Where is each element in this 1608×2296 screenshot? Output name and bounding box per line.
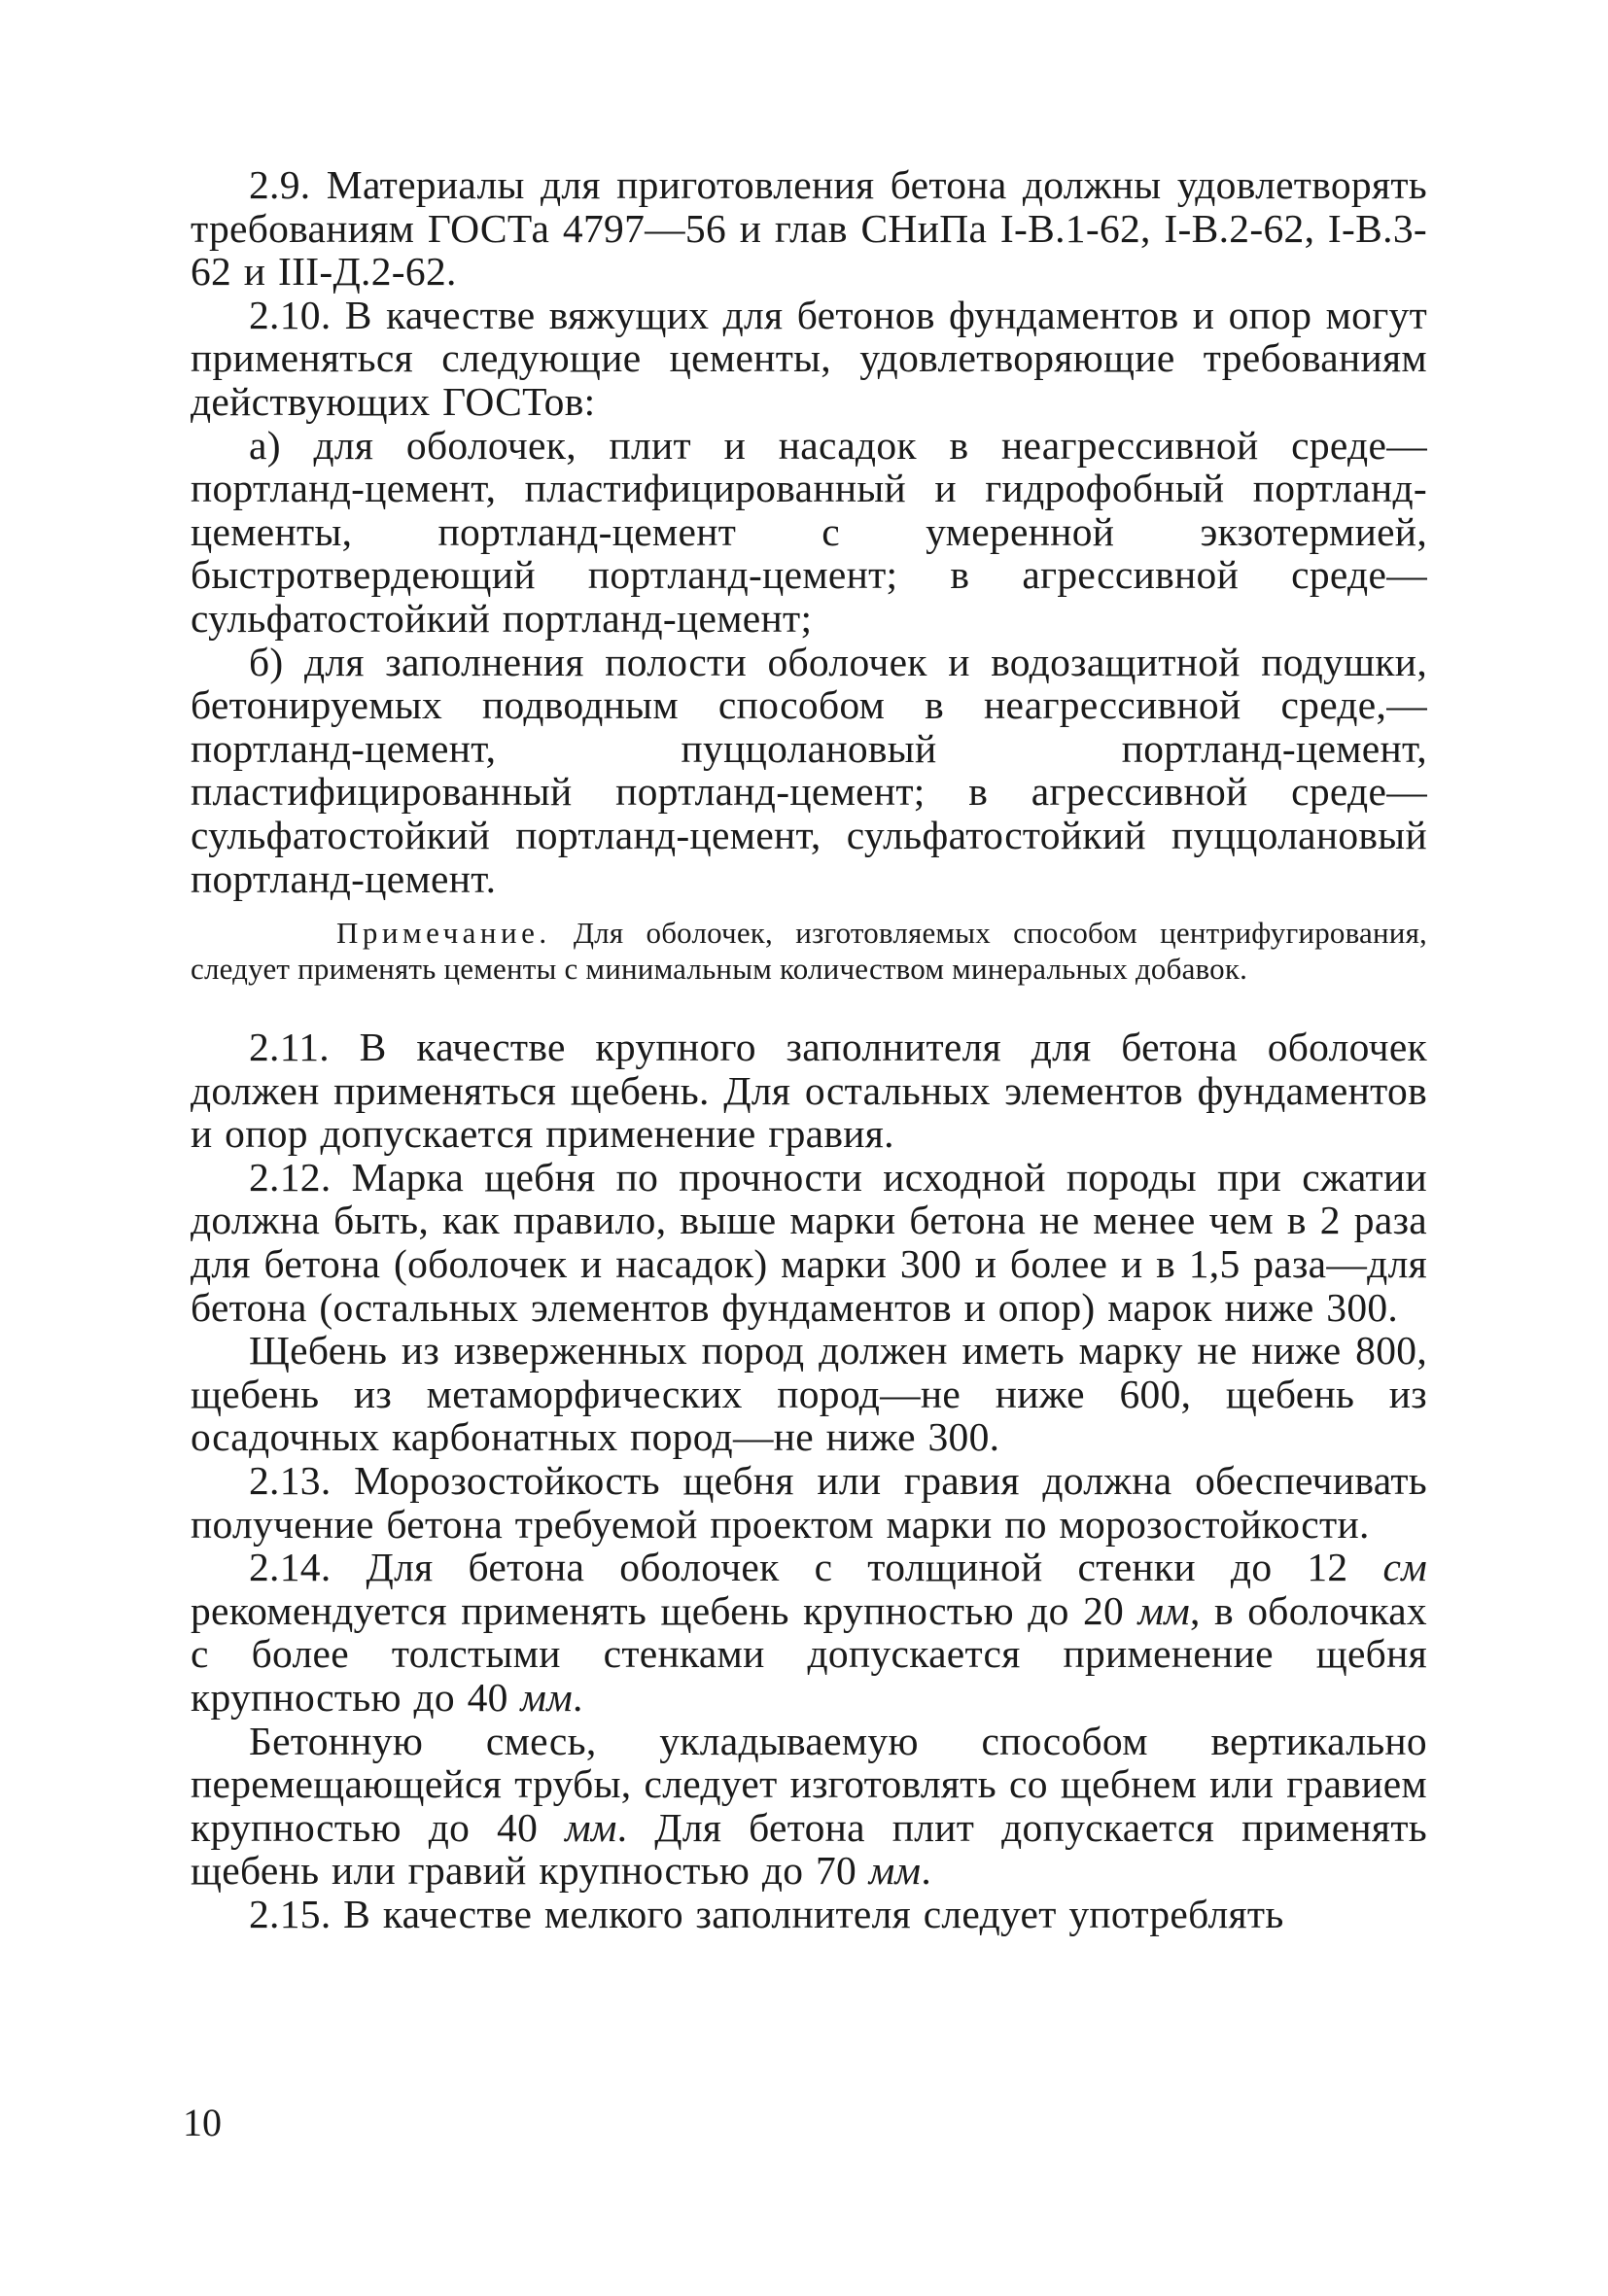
unit-mm: мм xyxy=(520,1675,573,1720)
text-fragment: рекомендуется применять щебень крупностью до 20 xyxy=(191,1587,1138,1633)
page-number: 10 xyxy=(183,2101,222,2144)
paragraph-2-15: 2.15. В качестве мелкого заполнителя следует употреблять xyxy=(249,1891,1284,1936)
note-label: Примечание. xyxy=(336,916,551,951)
paragraph-2-13: 2.13. Морозостойкость щебня или гравия должна обеспечивать получение бетона требуемой проектом марки по морозостойкости. xyxy=(191,1458,1427,1547)
text-fragment: . xyxy=(921,1848,932,1894)
unit-mm: мм xyxy=(1137,1587,1191,1633)
paragraph-2-14-concrete-mix xyxy=(191,1720,1427,1893)
text-fragment: . Для бетона плит допускается применять щебень или гравий крупностью до 70 xyxy=(191,1804,1427,1894)
text-fragment: Бетонную смесь, укладываемую способом вертикально перемещающейся трубы, следует изготовлять со щебнем или гравием крупностью до 40 xyxy=(191,1718,1427,1850)
text-fragment: , в оболочках с более толстыми стенками допускается применение щебня крупностью до 40 xyxy=(191,1587,1427,1720)
paragraph-2-12-crushed-stone: Щебень из изверженных пород должен иметь марку не ниже 800, щебень из метаморфических пород—не ниже 600, щебень из осадочных карбонатных пород—не ниже 300. xyxy=(191,1328,1427,1460)
paragraph-2-11: 2.11. В качестве крупного заполнителя для бетона оболочек должен применяться щебень. Для остальных элементов фундаментов и опор допускается применение гравия. xyxy=(191,1025,1427,1157)
note-text: Для оболочек, изготовляемых способом центрифугирования, следует применять цементы с минимальным количеством минеральных добавок. xyxy=(191,916,1427,986)
note xyxy=(191,916,1427,987)
text-fragment: 2.14. Для бетона оболочек с толщиной стенки до 12 xyxy=(249,1545,1383,1590)
unit-mm: мм xyxy=(868,1848,922,1894)
unit-cm: см xyxy=(1382,1545,1427,1590)
paragraph-2-12: 2.12. Марка щебня по прочности исходной породы при сжатии должна быть, как правило, выше марки бетона не менее чем в 2 раза для бетона (оболочек и насадок) марки 300 и более и в 1,5 раза—для бетона (остальных элементов фундаментов и опор) марок ниже 300. xyxy=(191,1154,1427,1330)
paragraph-2-10-a: а) для оболочек, плит и насадок в неагрессивной среде—портланд-цемент, пластифицированный и гидрофобный портланд-цементы, портланд-цемент с умеренной экзотермией, быстротвердеющий портланд-цемент; в агрессивной среде—сульфатостойкий портланд-цемент; xyxy=(191,422,1427,641)
text-fragment: . xyxy=(572,1675,583,1720)
paragraph-2-14 xyxy=(191,1546,1427,1719)
paragraph-2-9: 2.9. Материалы для приготовления бетона должны удовлетворять требованиям ГОСТа 4797—56 и глав СНиПа I-В.1-62, I-В.2-62, I-В.3-62 и III-Д.2-62. xyxy=(191,162,1427,295)
paragraph-2-10-b: б) для заполнения полости оболочек и водозащитной подушки, бетонируемых подводным способом в неагрессивной среде,—портланд-цемент, пуццолановый портланд-цемент, пластифицированный портланд-цемент; в агрессивной среде—сульфатостойкий портланд-цемент, сульфатостойкий пуццолановый портланд-цемент. xyxy=(191,639,1427,901)
document-page xyxy=(191,163,1427,1936)
paragraph-2-10: 2.10. В качестве вяжущих для бетонов фундаментов и опор могут применяться следующие цементы, удовлетворяющие требованиям действующих ГОСТов: xyxy=(191,292,1427,424)
unit-mm: мм xyxy=(565,1804,617,1850)
